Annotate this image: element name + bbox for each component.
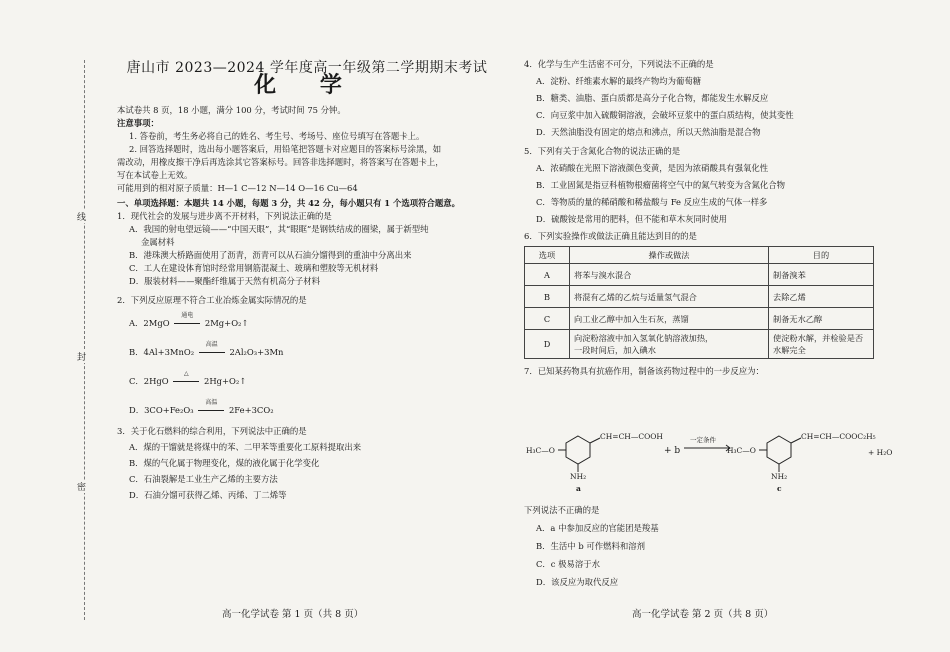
q7-options — [524, 504, 886, 589]
q4-stem: 4．化学与生产生活密不可分，下列说法不正确的是 — [524, 59, 714, 69]
table-row — [525, 308, 874, 330]
plus-b: + b — [664, 446, 681, 456]
q3-option-a: A．煤的干馏就是将煤中的苯、二甲苯等重要化工原料提取出来 — [129, 442, 362, 452]
binding-mark: 封 — [77, 350, 86, 363]
intro: 本试卷共 8 页，18 小题，满分 100 分，考试时间 75 分钟。 — [117, 105, 346, 115]
q2-d-products: 2Fe+3CO₂ — [228, 405, 274, 415]
q7-option-b: B．生活中 b 可作燃料和溶剂 — [536, 541, 645, 551]
page-footer-right: 高一化学试卷 第 2 页（共 8 页） — [632, 609, 774, 620]
page-footer-left: 高一化学试卷 第 1 页（共 8 页） — [222, 609, 364, 620]
cell-operation-line: 一段时间后，加入碘水 — [574, 345, 656, 355]
cell-goal: 去除乙烯 — [769, 286, 874, 308]
notice-line: 需改动，用橡皮擦干净后再选涂其它答案标号。回答非选择题时，将答案写在答题卡上， — [117, 157, 444, 167]
q2-option-d — [117, 399, 497, 417]
q2-b-reactants: B．4Al+3MnO₂ — [129, 347, 195, 357]
amino-a: NH₂ — [570, 472, 587, 481]
q1-option-a-cont: 金属材料 — [141, 237, 175, 247]
q1-option-c: C．工人在建设体育馆时经常用钢筋混凝土、玻璃和塑胶等无机材料 — [129, 263, 379, 273]
cell-goal: 制备无水乙醇 — [769, 308, 874, 330]
q7-option-c: C．c 极易溶于水 — [536, 559, 601, 569]
reaction-arrow — [173, 370, 199, 388]
substituent-a: H₃C—O — [526, 446, 555, 455]
cell-option: D — [525, 330, 570, 359]
reaction-arrow — [199, 341, 225, 359]
cell-operation — [570, 330, 769, 359]
binding-mark: 密 — [77, 480, 86, 493]
q1-option-b: B．港珠澳大桥路面使用了沥青，沥青可以从石油分馏得到的重油中分离出来 — [129, 250, 412, 260]
q2-b-products: 2Al₂O₃+3Mn — [229, 347, 284, 357]
amino-c: NH₂ — [771, 472, 788, 481]
q7-question: 下列说法不正确的是 — [524, 505, 600, 515]
q5-option-a: A．浓硝酸在光照下溶液颜色变黄，是因为浓硝酸具有强氧化性 — [536, 163, 769, 173]
table-row — [525, 330, 874, 359]
dashed-line — [84, 60, 85, 620]
exam-title: 唐山市 2023—2024 学年度高一年级第二学期期末考试 — [126, 60, 488, 76]
substituent-c: H₃C—O — [727, 446, 756, 455]
q2-d-reactants: D．3CO+Fe₂O₃ — [129, 405, 194, 415]
q3-option-d: D．石油分馏可获得乙烯、丙烯、丁二烯等 — [129, 490, 287, 500]
q5-option-d: D．硫酸铵是常用的肥料，但不能和草木灰同时使用 — [536, 214, 727, 224]
reaction-arrow — [198, 399, 224, 417]
q4-option-d: D．天然油脂没有固定的熔点和沸点，所以天然油脂是混合物 — [536, 127, 761, 137]
binding-line — [70, 60, 100, 620]
reaction-arrow — [174, 312, 200, 330]
reaction-scheme — [524, 424, 904, 500]
table-header-row — [525, 247, 874, 264]
q5-option-c: C．等物质的量的稀硝酸和稀盐酸与 Fe 反应生成的气体一样多 — [536, 197, 768, 207]
q2-c-reactants: C．2HgO — [129, 376, 169, 386]
q4-option-b: B．糖类、油脂、蛋白质都是高分子化合物，都能发生水解反应 — [536, 93, 769, 103]
q2-option-a — [117, 312, 497, 330]
table-row — [525, 264, 874, 286]
q3-option-c: C．石油裂解是工业生产乙烯的主要方法 — [129, 474, 278, 484]
q4-option-a: A．淀粉、纤维素水解的最终产物均为葡萄糖 — [536, 76, 702, 86]
cell-operation: 将混有乙烯的乙烷与适量氢气混合 — [570, 286, 769, 308]
q6-stem: 6．下列实验操作或做法正确且能达到目的的是 — [524, 231, 697, 241]
page-1 — [117, 56, 497, 502]
q2-option-c — [117, 370, 497, 388]
q2-a-products: 2Mg+O₂↑ — [204, 318, 249, 328]
cell-operation: 将苯与溴水混合 — [570, 264, 769, 286]
q3-stem: 3．关于化石燃料的综合利用，下列说法中正确的是 — [117, 426, 307, 436]
cell-goal: 使淀粉水解，并检验是否水解完全 — [769, 330, 874, 359]
condition: △ — [184, 370, 189, 377]
binding-mark: 线 — [77, 210, 86, 223]
benzene-ring-a — [566, 436, 590, 464]
reaction-condition: 一定条件 — [690, 436, 716, 444]
cell-option: C — [525, 308, 570, 330]
benzene-ring-c — [767, 436, 791, 464]
q1-option-a: A．我国的射电望远镜——“中国天眼”，其“眼眶”是钢铁结成的圈梁，属于新型纯 — [129, 224, 429, 234]
cell-option: A — [525, 264, 570, 286]
q7-option-d: D．该反应为取代反应 — [536, 577, 619, 587]
cell-operation-line: 向淀粉溶液中加入氢氧化钠溶液加热， — [574, 333, 714, 343]
q1-stem: 1．现代社会的发展与进步离不开材料，下列说法正确的是 — [117, 211, 332, 221]
cell-goal: 制备溴苯 — [769, 264, 874, 286]
q4-option-c: C．向豆浆中加入硫酸铜溶液，会破坏豆浆中的蛋白质结构，使其变性 — [536, 110, 794, 120]
q5-stem: 5．下列有关于含氮化合物的说法正确的是 — [524, 146, 681, 156]
q3-option-b: B．煤的气化属于物理变化，煤的液化属于化学变化 — [129, 458, 320, 468]
subject-title: 化 学 — [254, 72, 360, 98]
table-row — [525, 286, 874, 308]
condition: 高温 — [205, 341, 218, 348]
q5-option-b: B．工业固氮是指豆科植物根瘤菌将空气中的氮气转变为含氮化合物 — [536, 180, 786, 190]
cell-operation: 向工业乙醇中加入生石灰，蒸馏 — [570, 308, 769, 330]
atomic-masses: 可能用到的相对原子质量：H—1 C—12 N—14 O—16 Cu—64 — [117, 183, 358, 193]
section-heading: 一、单项选择题：本题共 14 小题，每题 3 分，共 42 分，每小题只有 1 个选项符合题意。 — [117, 198, 461, 208]
q6-table — [524, 246, 874, 359]
q7-stem: 7．已知某药物具有抗癌作用，制备该药物过程中的一步反应为： — [524, 366, 764, 376]
condition: 高温 — [205, 399, 218, 406]
label-c: c — [777, 484, 782, 493]
condition: 通电 — [181, 312, 194, 319]
q7-option-a: A．a 中参加反应的官能团是羧基 — [536, 523, 659, 533]
q1-option-d: D．服装材料——聚酯纤维属于天然有机高分子材料 — [129, 276, 320, 286]
notice-line: 写在本试卷上无效。 — [117, 170, 193, 180]
q2-c-products: 2Hg+O₂↑ — [204, 376, 247, 386]
chain-a: CH=CH—COOH — [600, 432, 663, 441]
notice-line: 2. 回答选择题时，选出每小题答案后，用铅笔把答题卡对应题目的答案标号涂黑，如 — [129, 144, 442, 154]
label-a: a — [576, 484, 581, 493]
notice-line: 1. 答卷前，考生务必将自己的姓名、考生号、考场号、座位号填写在答题卡上。 — [129, 131, 425, 141]
water: + H₂O — [868, 448, 893, 457]
notice-heading: 注意事项： — [117, 118, 159, 128]
header-operation: 操作或做法 — [570, 247, 769, 264]
page-2 — [524, 56, 886, 378]
q2-stem: 2．下列反应原理不符合工业冶炼金属实际情况的是 — [117, 295, 307, 305]
q2-a-reactants: A．2MgO — [129, 318, 170, 328]
cell-option: B — [525, 286, 570, 308]
q2-option-b — [117, 341, 497, 359]
header-goal: 目的 — [769, 247, 874, 264]
chain-c: CH=CH—COOC₂H₅ — [801, 432, 876, 441]
header-option: 选项 — [525, 247, 570, 264]
